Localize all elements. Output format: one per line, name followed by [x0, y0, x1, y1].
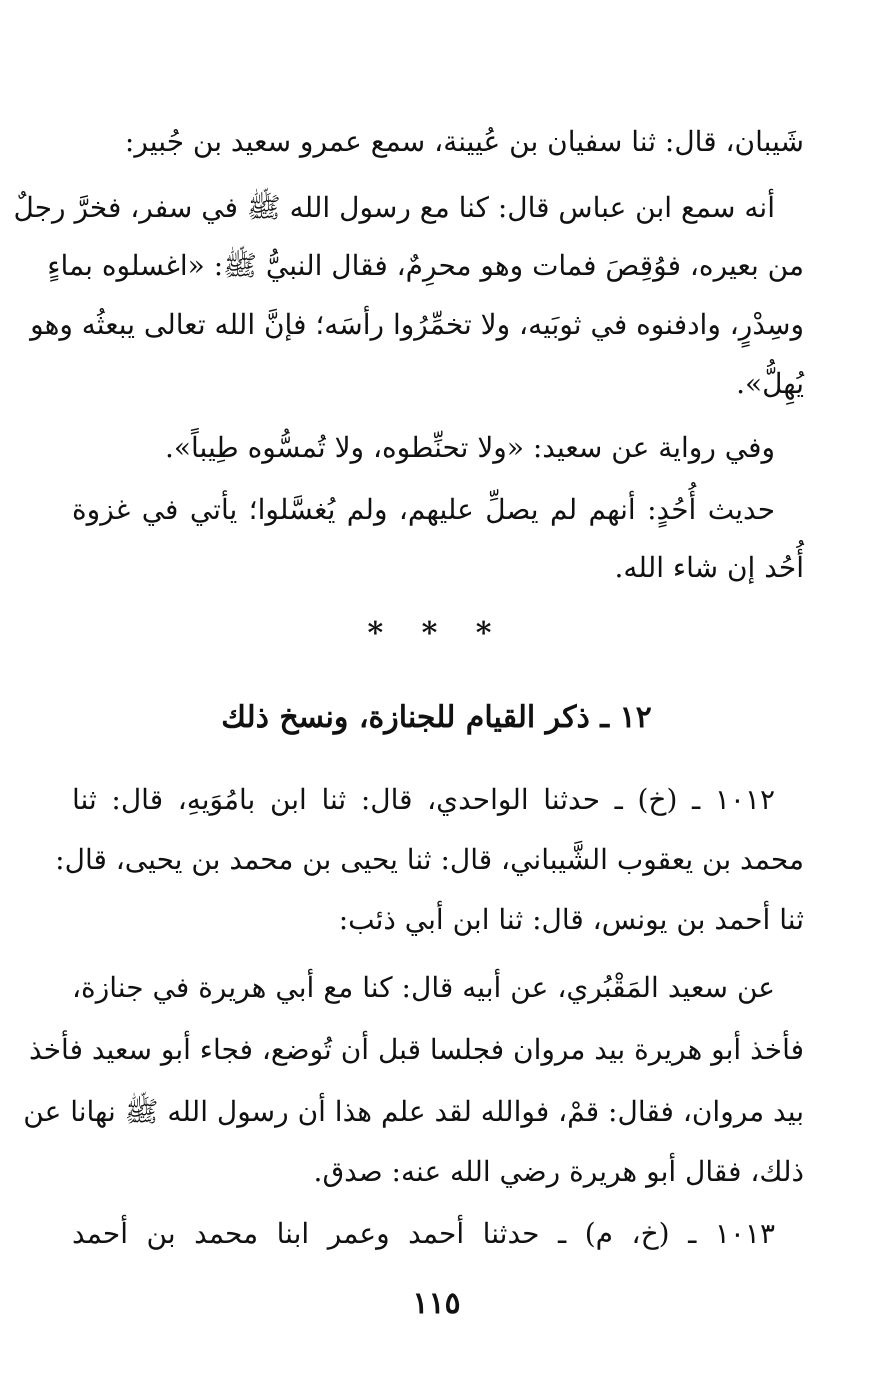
text-line: وفي رواية عن سعيد: «ولا تحنِّطوه، ولا تُمسُّوه طِيباً». — [164, 431, 775, 464]
page-number: ١١٥ — [412, 1286, 461, 1321]
text-line: وسِدْرٍ، وادفنوه في ثوبَيه، ولا تخمِّرُوا رأسَه؛ فإنَّ الله تعالى يبعثُه وهو — [30, 308, 804, 341]
text-line: ١٠١٣ ـ (خ، م) ـ حدثنا أحمد وعمر ابنا محمد بن أحمد — [72, 1217, 775, 1250]
text-line: ذلك، فقال أبو هريرة رضي الله عنه: صدق. — [313, 1155, 804, 1188]
text-line: عن سعيد المَقْبُري، عن أبيه قال: كنا مع أبي هريرة في جنازة، — [72, 971, 775, 1004]
section-heading: ١٢ ـ ذكر القيام للجنازة، ونسخ ذلك — [221, 700, 652, 735]
text-line: أنه سمع ابن عباس قال: كنا مع رسول الله ﷺ في سفر، فخرَّ رجلٌ — [13, 191, 775, 224]
section-separator: * * * — [367, 616, 506, 651]
text-line: محمد بن يعقوب الشَّيباني، قال: ثنا يحيى بن محمد بن يحيى، قال: — [55, 843, 804, 876]
text-line: بيد مروان، فقال: قمْ، فوالله لقد علم هذا أن رسول الله ﷺ نهانا عن — [23, 1095, 804, 1128]
text-line: ثنا أحمد بن يونس، قال: ثنا ابن أبي ذئب: — [338, 903, 804, 936]
text-line: حديث أُحُدٍ: أنهم لم يصلِّ عليهم، ولم يُغسَّلوا؛ يأتي في غزوة — [72, 493, 775, 526]
text-line: شَيبان، قال: ثنا سفيان بن عُيينة، سمع عمرو سعيد بن جُبير: — [124, 125, 804, 158]
text-line: من بعيره، فوُقِصَ فمات وهو محرِمٌ، فقال النبيُّ ﷺ: «اغسلوه بماءٍ — [47, 249, 804, 282]
text-line: ١٠١٢ ـ (خ) ـ حدثنا الواحدي، قال: ثنا ابن بامُوَيهِ، قال: ثنا — [72, 783, 775, 816]
text-line: أُحُد إن شاء الله. — [614, 551, 804, 584]
text-line: يُهِلُّ». — [736, 367, 804, 400]
text-line: فأخذ أبو هريرة بيد مروان فجلسا قبل أن تُوضع، فجاء أبو سعيد فأخذ — [29, 1033, 804, 1066]
